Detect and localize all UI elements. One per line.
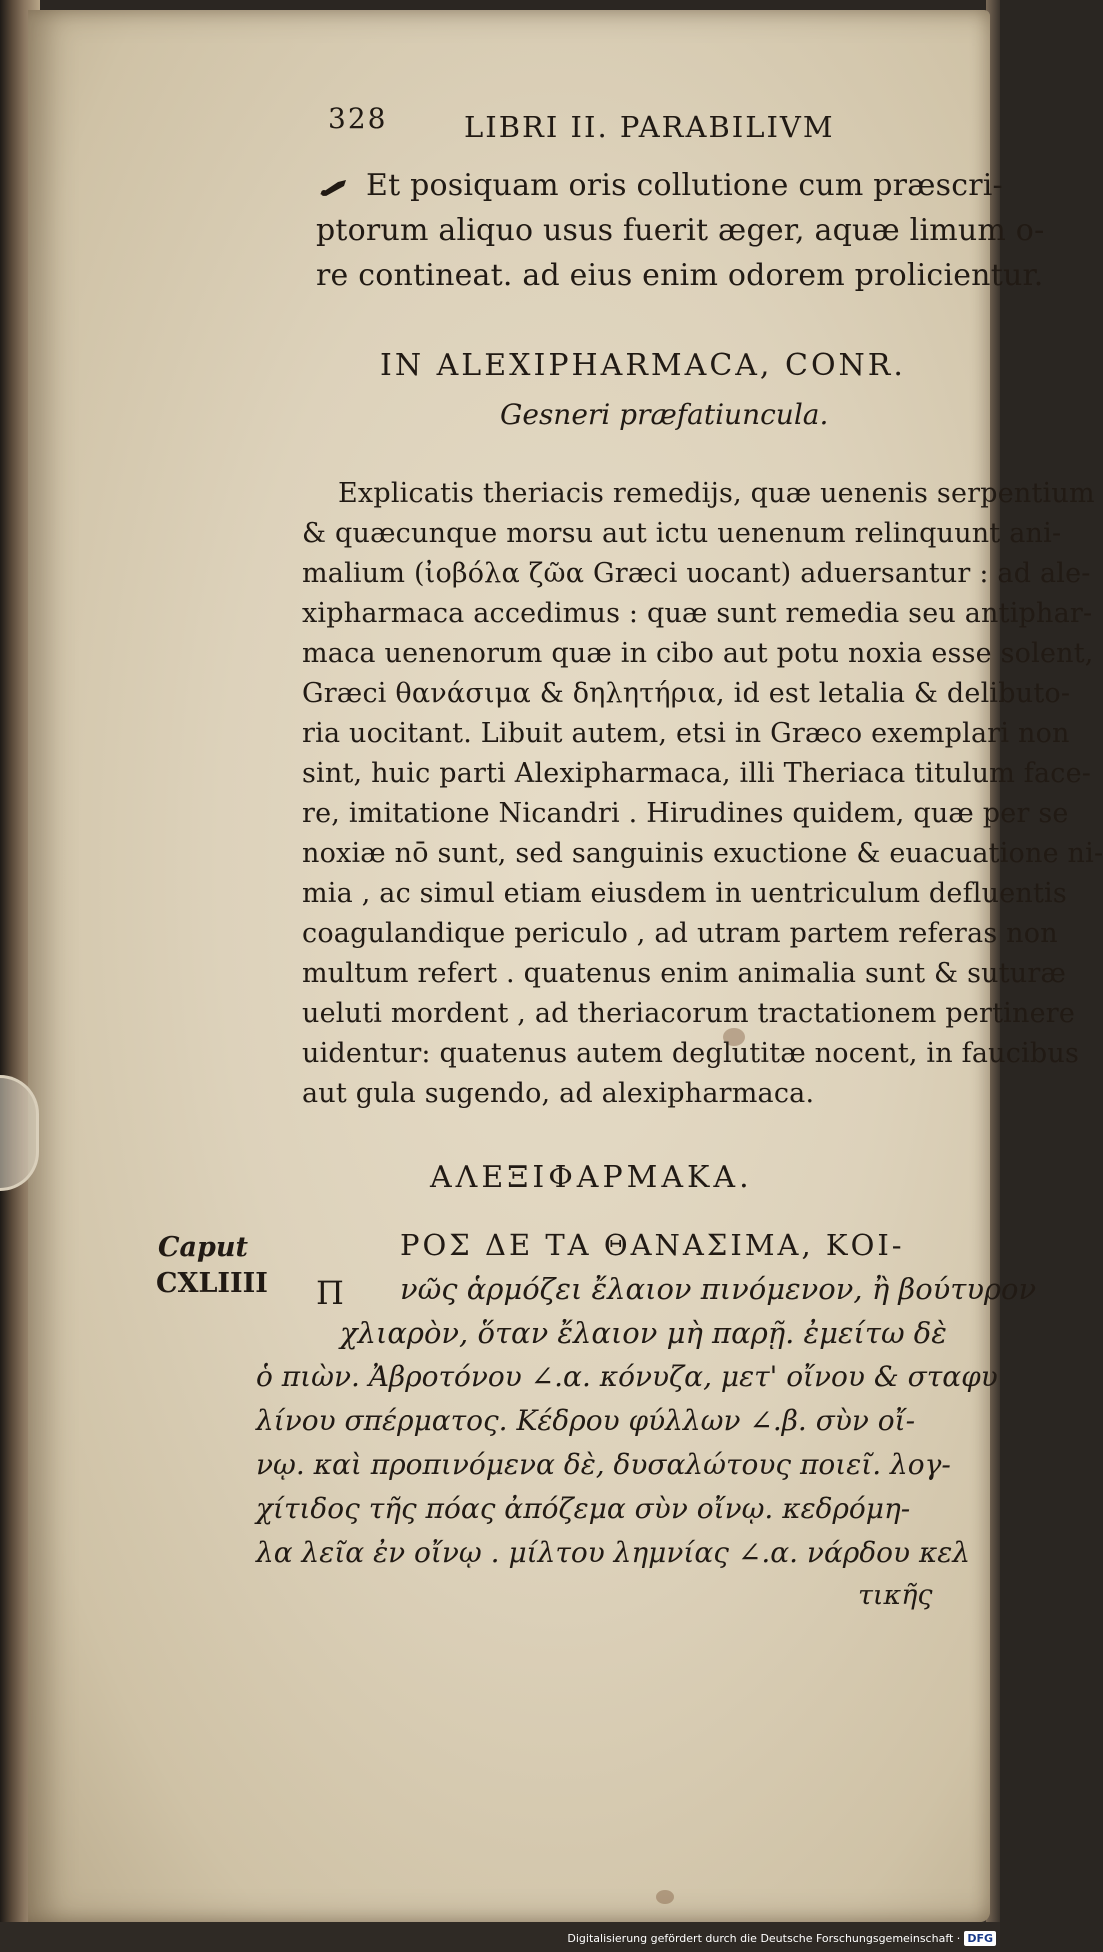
greek-line: χίτιδος τῆς πόας ἀπόζεμα σὺν οἴνῳ. κεδρόμη- <box>256 1492 911 1525</box>
digitization-credit <box>567 1926 996 1950</box>
greek-line: νῳ. καὶ προπινόμενα δὲ, δυσαλώτους ποιεῖ. λογ- <box>256 1448 951 1481</box>
running-head: LIBRI II. PARABILIVM <box>464 110 835 144</box>
preface-line: ueluti mordent , ad theriacorum tractationem pertinere <box>302 998 1076 1029</box>
drop-initial: Π <box>316 1274 344 1312</box>
preface-line: re, imitatione Nicandri . Hirudines quidem, quæ per se <box>302 798 1069 829</box>
margin-note-caput: Caput <box>158 1232 248 1263</box>
credit-text: Digitalisierung gefördert durch die Deutsche Forschungsgemeinschaft · <box>567 1931 961 1945</box>
ink-stain <box>656 1890 674 1904</box>
greek-line: νῶς ἁρμόζει ἔλαιον πινόμενον, ἢ βούτυρον <box>400 1272 1037 1306</box>
preface-line: malium (ἰοβόλα ζῶα Græci uocant) aduersantur : ad ale- <box>302 558 1091 589</box>
preface-line: uidentur: quatenus autem deglutitæ nocent, in faucibus <box>302 1038 1080 1069</box>
preface-line: coagulandique periculo , ad utram partem referas non <box>302 918 1058 949</box>
preface-line: mia , ac simul etiam eiusdem in uentriculum defluentis <box>302 878 1067 909</box>
greek-line: χλιαρὸν, ὅταν ἔλαιον μὴ παρῇ. ἐμείτω δὲ <box>340 1316 947 1350</box>
greek-heading: ΑΛΕΞΙΦΑΡΜΑΚΑ. <box>430 1160 753 1195</box>
dfg-logo: DFG <box>964 1931 996 1946</box>
page-number: 328 <box>328 102 388 135</box>
preface-line: & quæcunque morsu aut ictu uenenum relinquunt ani- <box>302 518 1062 549</box>
margin-note-chapter-number: CXLIIII <box>156 1268 268 1299</box>
preface-line: aut gula sugendo, ad alexipharmaca. <box>302 1078 815 1109</box>
top-paragraph-line: ptorum aliquo usus fuerit æger, aquæ limum o- <box>316 213 1045 248</box>
preface-line: Explicatis theriacis remedijs, quæ uenenis serpentium <box>338 478 1095 509</box>
greek-line: ΡΟΣ ΔΕ ΤΑ ΘΑΝΑΣΙΜΑ, ΚΟΙ- <box>400 1228 905 1262</box>
preface-line: ria uocitant. Libuit autem, etsi in Græco exemplari non <box>302 718 1070 749</box>
section-subtitle: Gesneri præfatiuncula. <box>500 398 829 431</box>
preface-line: Græci θανάσιμα & δηλητήρια, id est letalia & delibuto- <box>302 678 1071 709</box>
greek-line: τικῆς <box>858 1580 933 1611</box>
greek-line: ὁ πιὼν. Ἀβροτόνου ∠.α. κόνυζα, μετ' οἴνου & σταφυ <box>256 1360 998 1393</box>
pointer-hand-icon <box>318 178 350 198</box>
section-title: IN ALEXIPHARMACA, CONR. <box>380 348 906 383</box>
greek-line: λα λεῖα ἐν οἴνῳ . μίλτου λημνίας ∠.α. νάρδου κελ <box>256 1536 971 1569</box>
greek-line: λίνου σπέρματος. Κέδρου φύλλων ∠.β. σὺν οἴ- <box>256 1404 916 1437</box>
top-paragraph-line: Et posiquam oris collutione cum præscri- <box>366 168 1003 203</box>
preface-line: noxiæ nō sunt, sed sanguinis exuctione & euacuatione ni- <box>302 838 1103 869</box>
preface-line: maca uenenorum quæ in cibo aut potu noxia esse solent, <box>302 638 1094 669</box>
preface-line: sint, huic parti Alexipharmaca, illi Theriaca titulum face- <box>302 758 1092 789</box>
preface-line: multum refert . quatenus enim animalia sunt & suturæ <box>302 958 1067 989</box>
top-paragraph-line: re contineat. ad eius enim odorem prolicientur. <box>316 258 1044 293</box>
book-page <box>28 10 1103 1922</box>
preface-line: xipharmaca accedimus : quæ sunt remedia seu antiphar- <box>302 598 1093 629</box>
